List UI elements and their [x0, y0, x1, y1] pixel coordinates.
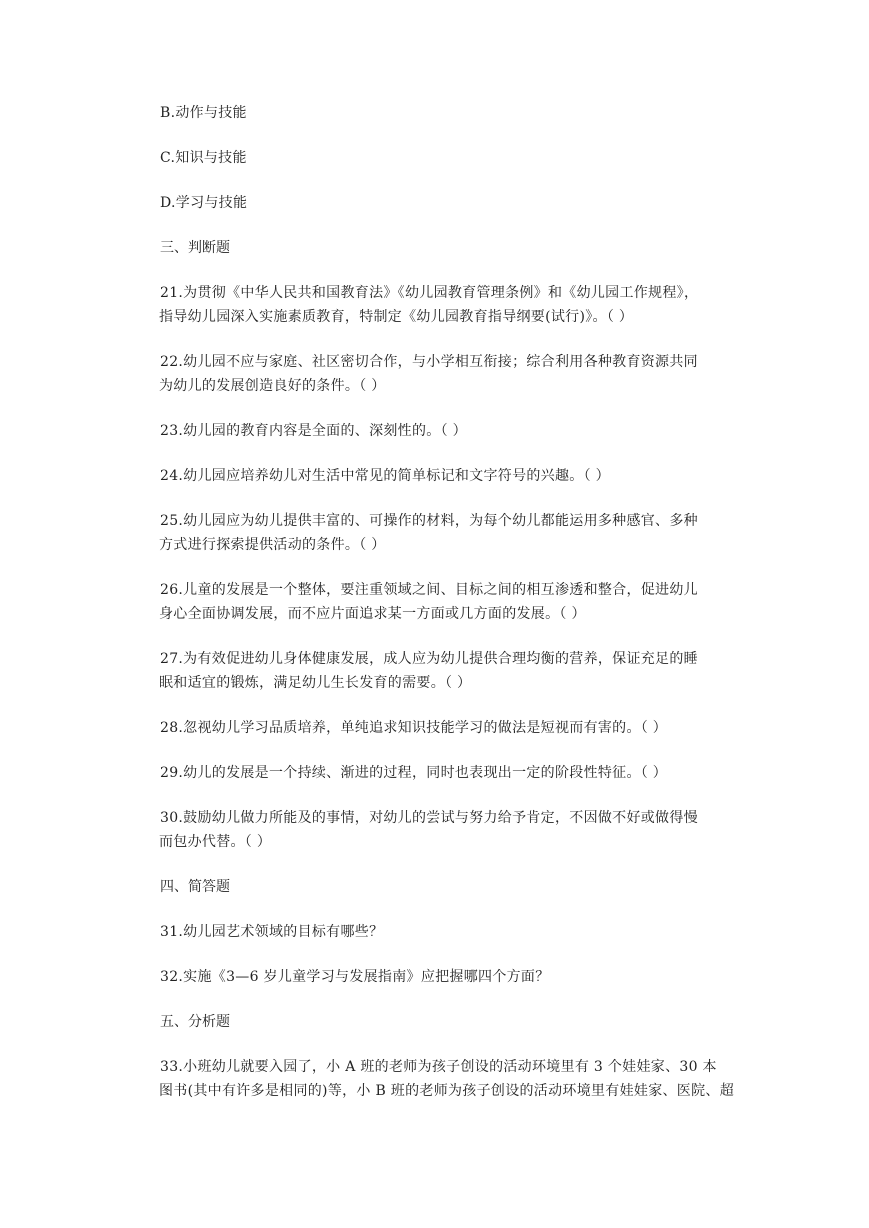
question-line: 为幼儿的发展创造良好的条件。（ ）: [159, 378, 386, 394]
question-30: [160, 806, 742, 854]
question-line: 31.幼儿园艺术领域的目标有哪些？: [160, 924, 384, 940]
section-heading-short-answer: 四、简答题: [160, 879, 230, 895]
question-23: [160, 419, 742, 443]
document-content: [160, 101, 742, 1124]
question-27: [160, 647, 742, 695]
question-line: 方式进行探索提供活动的条件。（ ）: [159, 537, 386, 553]
question-29: [160, 761, 742, 785]
question-line: 29.幼儿的发展是一个持续、渐进的过程，同时也表现出一定的阶段性特征。（ ）: [160, 765, 668, 781]
section-heading-analysis: 五、分析题: [160, 1014, 230, 1030]
question-26: [160, 578, 742, 626]
option-d: D.学习与技能: [160, 195, 248, 211]
question-line: 27.为有效促进幼儿身体健康发展，成人应为幼儿提供合理均衡的营养，保证充足的睡: [160, 651, 698, 667]
question-33: [160, 1055, 742, 1103]
question-22: [160, 350, 742, 398]
question-28: [160, 716, 742, 740]
option-b: B.动作与技能: [160, 105, 247, 121]
question-31: [160, 920, 742, 944]
question-line: 指导幼儿园深入实施素质教育，特制定《幼儿园教育指导纲要(试行)》。（ ）: [159, 309, 634, 325]
question-line: 30.鼓励幼儿做力所能及的事情，对幼儿的尝试与努力给予肯定，不因做不好或做得慢: [160, 810, 698, 826]
question-line: 23.幼儿园的教育内容是全面的、深刻性的。（ ）: [160, 423, 467, 439]
question-line: 26.儿童的发展是一个整体，要注重领域之间、目标之间的相互渗透和整合，促进幼儿: [160, 582, 698, 598]
question-line: 32.实施《3—6 岁儿童学习与发展指南》应把握哪四个方面？: [160, 969, 550, 985]
question-line: 身心全面协调发展，而不应片面追求某一方面或几方面的发展。（ ）: [159, 606, 586, 622]
option-c: C.知识与技能: [160, 150, 247, 166]
question-line: 24.幼儿园应培养幼儿对生活中常见的简单标记和文字符号的兴趣。（ ）: [160, 468, 610, 484]
question-line: 图书(其中有许多是相同的)等，小 B 班的老师为孩子创设的活动环境里有娃娃家、医院、超: [159, 1083, 735, 1099]
question-line: 而包办代替。（ ）: [159, 834, 272, 850]
question-line: 28.忽视幼儿学习品质培养，单纯追求知识技能学习的做法是短视而有害的。（ ）: [160, 720, 668, 736]
question-25: [160, 509, 742, 557]
section-heading-true-false: 三、判断题: [160, 240, 230, 256]
question-line: 21.为贯彻《中华人民共和国教育法》《幼儿园教育管理条例》和《幼儿园工作规程》，: [160, 285, 699, 301]
question-21: [160, 281, 742, 329]
question-32: [160, 965, 742, 989]
question-line: 33.小班幼儿就要入园了，小 A 班的老师为孩子创设的活动环境里有 3 个娃娃家、30 本: [160, 1059, 717, 1075]
question-line: 眠和适宜的锻炼，满足幼儿生长发育的需要。（ ）: [159, 675, 472, 691]
question-line: 25.幼儿园应为幼儿提供丰富的、可操作的材料，为每个幼儿都能运用多种感官、多种: [160, 513, 698, 529]
question-24: [160, 464, 742, 488]
question-line: 22.幼儿园不应与家庭、社区密切合作，与小学相互衔接；综合利用各种教育资源共同: [160, 354, 698, 370]
